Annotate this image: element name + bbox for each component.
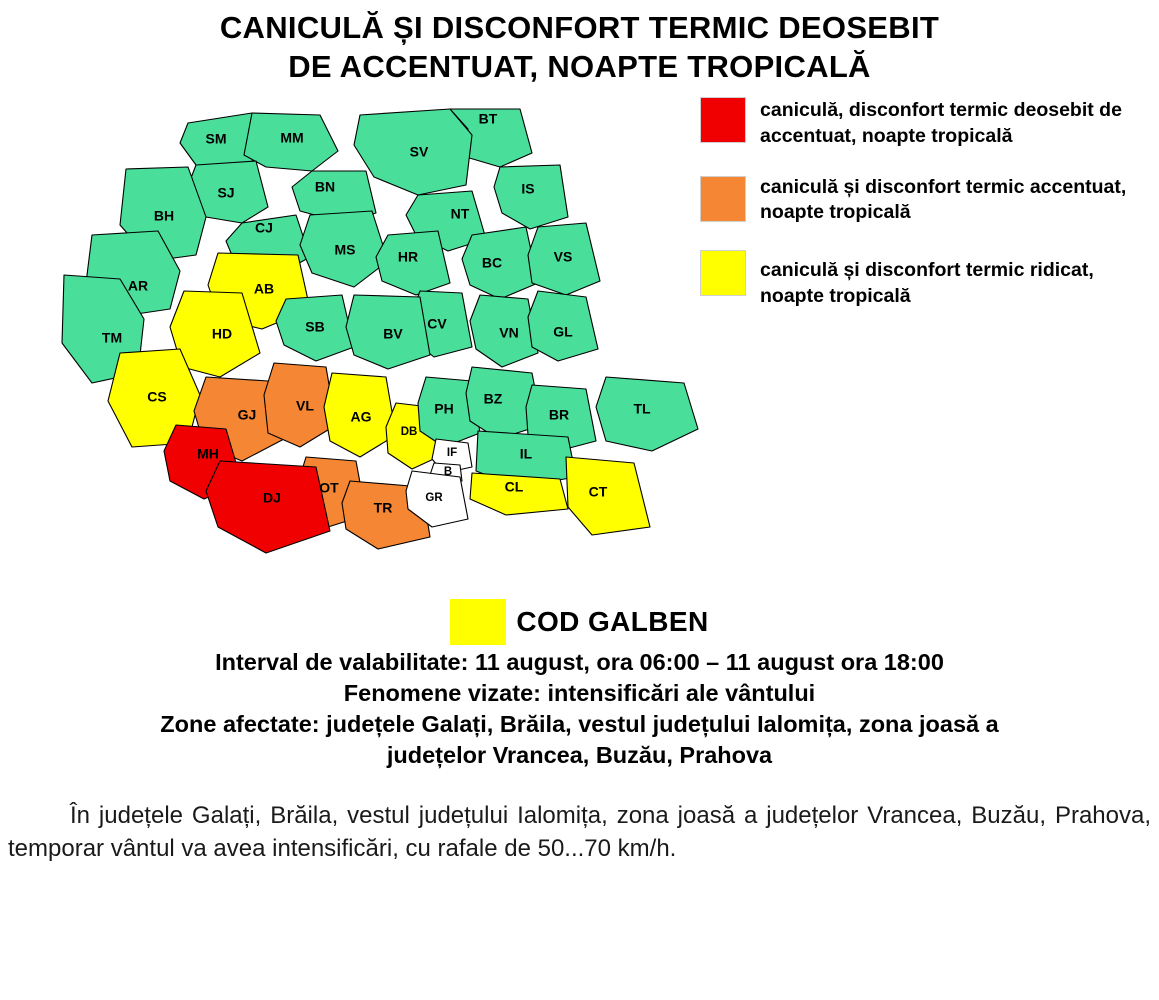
county-label-nt: NT <box>450 205 470 222</box>
county-label-ph: PH <box>434 400 454 417</box>
county-label-ot: OT <box>319 479 339 496</box>
county-label-br: BR <box>548 406 570 423</box>
county-label-cs: CS <box>147 388 167 405</box>
county-label-gj: GJ <box>237 406 257 423</box>
legend-item <box>700 250 1145 310</box>
affected-zones-line-1: Zone afectate: județele Galați, Brăila, vestul județului Ialomița, zona joasă a <box>160 710 999 737</box>
county-label-b: B <box>443 465 453 478</box>
county-label-cl: CL <box>504 478 524 495</box>
county-label-ct: CT <box>588 483 608 500</box>
romania-warning-map <box>20 95 710 575</box>
county-label-sb: SB <box>305 318 325 335</box>
legend-swatch-red <box>700 97 746 143</box>
county-label-il: IL <box>519 445 533 462</box>
legend-label-yellow: caniculă și disconfort termic ridicat, noapte tropicală <box>760 259 1094 308</box>
county-label-bn: BN <box>314 178 336 195</box>
warning-details <box>0 647 1159 771</box>
county-label-cv: CV <box>427 315 447 332</box>
county-label-ms: MS <box>334 241 356 258</box>
county-label-hr: HR <box>397 248 419 265</box>
county-is <box>494 165 568 229</box>
county-label-bh: BH <box>153 207 175 224</box>
county-label-mh: MH <box>197 445 219 462</box>
county-label-tr: TR <box>373 499 393 516</box>
county-label-hd: HD <box>211 325 233 342</box>
county-label-bc: BC <box>481 254 503 271</box>
phenomena: Fenomene vizate: intensificări ale vântului <box>343 679 816 706</box>
county-label-sv: SV <box>409 143 429 160</box>
county-dj <box>206 461 330 553</box>
affected-zones-line-2: județelor Vrancea, Buzău, Prahova <box>386 741 773 768</box>
county-label-tl: TL <box>633 400 651 417</box>
county-label-is: IS <box>521 180 535 197</box>
county-label-vs: VS <box>553 248 573 265</box>
county-label-tm: TM <box>101 329 123 346</box>
county-label-cj: CJ <box>255 219 273 236</box>
county-label-ag: AG <box>350 408 372 425</box>
county-label-mm: MM <box>280 129 304 146</box>
legend-swatch-yellow <box>700 250 746 296</box>
map-svg <box>20 95 710 575</box>
county-label-ab: AB <box>253 280 275 297</box>
county-label-sj: SJ <box>217 184 235 201</box>
warning-body-text <box>0 799 1159 865</box>
county-label-gr: GR <box>425 491 443 504</box>
legend-label-orange: caniculă și disconfort termic accentuat, noapte tropicală <box>760 175 1127 224</box>
paragraph-text: În județele Galați, Brăila, vestul județului Ialomița, zona joasă a județelor Vrancea, Buzău, Prahova, temporar vântul va avea intensificări, cu rafale de 50...70 km/h. <box>8 801 1151 862</box>
county-label-dj: DJ <box>263 489 281 506</box>
county-label-gl: GL <box>553 323 573 340</box>
legend-item <box>700 97 1145 150</box>
title-line-1: CANICULĂ ȘI DISCONFORT TERMIC DEOSEBIT <box>219 10 940 45</box>
county-label-ar: AR <box>127 277 149 294</box>
county-label-sm: SM <box>205 130 227 147</box>
county-label-bt: BT <box>478 110 498 127</box>
county-label-bz: BZ <box>483 390 503 407</box>
county-label-db: DB <box>400 425 418 438</box>
map-and-legend-area <box>0 87 1159 607</box>
county-ct <box>566 457 650 535</box>
county-label-vn: VN <box>499 324 519 341</box>
legend-label-red: caniculă, disconfort termic deosebit de accentuat, noapte tropicală <box>760 98 1122 147</box>
legend <box>700 97 1145 335</box>
page-title <box>0 0 1159 87</box>
county-label-vl: VL <box>296 397 314 414</box>
county-label-if: IF <box>446 446 458 459</box>
validity-interval: Interval de valabilitate: 11 august, ora 06:00 – 11 august ora 18:00 <box>215 648 944 675</box>
legend-swatch-orange <box>700 176 746 222</box>
legend-item <box>700 174 1145 227</box>
title-line-2: DE ACCENTUAT, NOAPTE TROPICALĂ <box>288 49 871 85</box>
county-label-bv: BV <box>383 325 403 342</box>
code-label: COD GALBEN <box>516 605 709 637</box>
